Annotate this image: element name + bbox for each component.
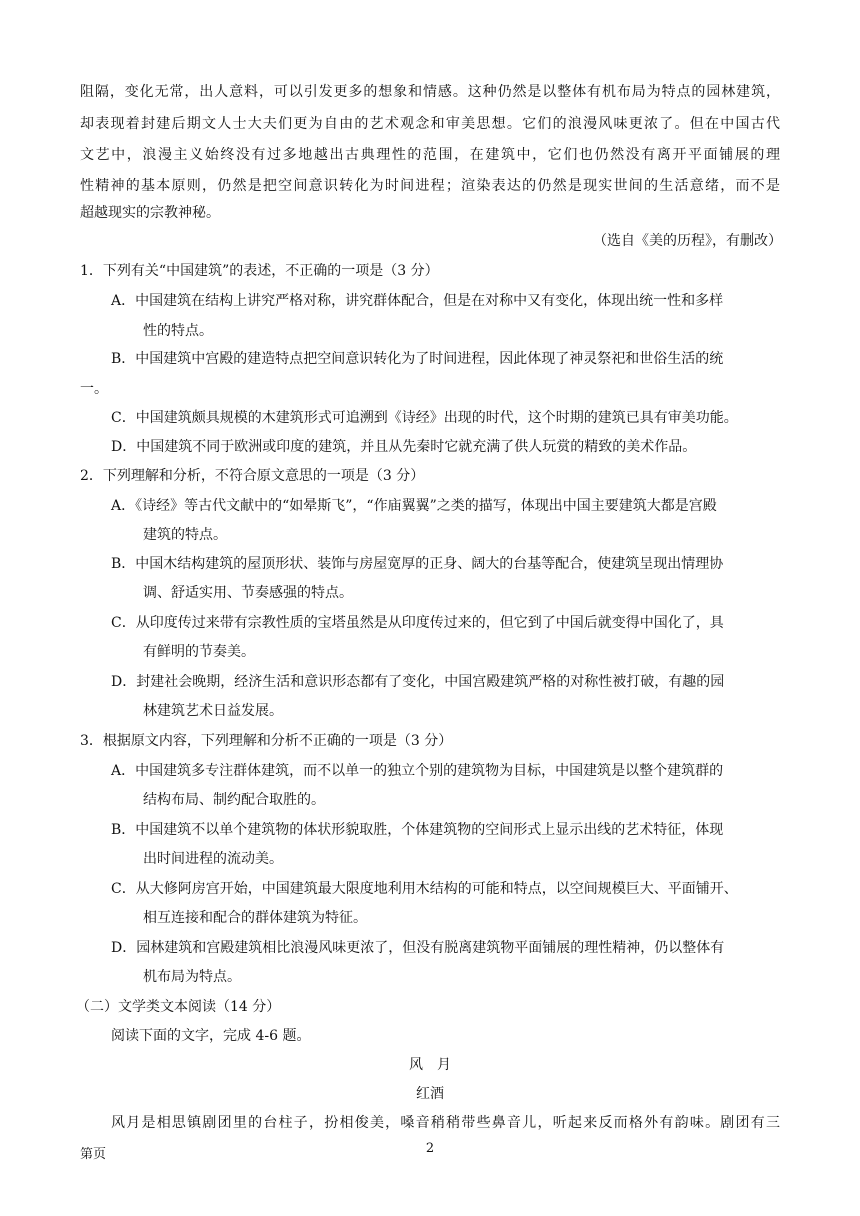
option-line: 性的特点。 bbox=[143, 323, 213, 339]
passage-line: 阻隔，变化无常，出人意料，可以引发更多的想象和情感。这种仍然是以整体有机布局为特点的园林建筑， bbox=[80, 84, 780, 100]
option-line: B．中国建筑中宫殿的建造特点把空间意识转化为了时间进程，因此体现了神灵祭祀和世俗生活的统 bbox=[111, 351, 724, 367]
passage-source: （选自《美的历程》，有删改） bbox=[593, 233, 782, 249]
option-line: 出时间进程的流动美。 bbox=[143, 851, 283, 867]
option-line: 有鲜明的节奏美。 bbox=[143, 644, 255, 660]
question-stem: 1．下列有关“中国建筑”的表述，不正确的一项是（3 分） bbox=[80, 263, 439, 279]
option-line: C．从大修阿房宫开始，中国建筑最大限度地利用木结构的可能和特点，以空间规模巨大、平面铺开、 bbox=[111, 881, 738, 897]
question-stem: 3．根据原文内容，下列理解和分析不正确的一项是（3 分） bbox=[80, 733, 453, 749]
passage-line: 超越现实的宗教神秘。 bbox=[80, 205, 220, 221]
option-line: 结构布局、制约配合取胜的。 bbox=[143, 792, 325, 808]
option-line: 相互连接和配合的群体建筑为特征。 bbox=[143, 910, 367, 926]
section-instruction: 阅读下面的文字，完成 4-6 题。 bbox=[111, 1028, 311, 1044]
footer-page-number: 2 bbox=[425, 1141, 435, 1156]
story-title: 风 月 bbox=[409, 1057, 451, 1073]
option-line: A．中国建筑在结构上讲究严格对称，讲究群体配合，但是在对称中又有变化，体现出统一性和多样 bbox=[111, 293, 724, 309]
option-line: C．从印度传过来带有宗教性质的宝塔虽然是从印度传过来的，但它到了中国后就变得中国化了，具 bbox=[111, 615, 724, 631]
option-line: B．中国建筑不以单个建筑物的体状形貌取胜，个体建筑物的空间形式上显示出线的艺术特征，体现 bbox=[111, 822, 724, 838]
passage-line: 文艺中，浪漫主义始终没有过多地越出古典理性的范围，在建筑中，它们也仍然没有离开平面铺展的理 bbox=[80, 147, 780, 163]
story-author: 红酒 bbox=[416, 1086, 444, 1102]
option-line: A．《诗经》等古代文献中的“如晕斯飞”，“作庙翼翼”之类的描写，体现出中国主要建筑大都是宫殿 bbox=[111, 498, 717, 514]
option-line: 一。 bbox=[80, 381, 108, 397]
option-line: D．园林建筑和宫殿建筑相比浪漫风味更浓了，但没有脱离建筑物平面铺展的理性精神，仍以整体有 bbox=[111, 940, 725, 956]
option-line: D．封建社会晚期，经济生活和意识形态都有了变化，中国宫殿建筑严格的对称性被打破，有趣的园 bbox=[111, 674, 725, 690]
option-line: A．中国建筑多专注群体建筑，而不以单一的独立个别的建筑物为目标，中国建筑是以整个建筑群的 bbox=[111, 763, 724, 779]
option-line: 建筑的特点。 bbox=[143, 527, 227, 543]
option-line: B．中国木结构建筑的屋顶形状、装饰与房屋宽厚的正身、阔大的台基等配合，使建筑呈现出情理协 bbox=[111, 556, 724, 572]
footer-page-label: 第页 bbox=[80, 1147, 107, 1162]
section-heading: （二）文学类文本阅读（14 分） bbox=[76, 999, 281, 1015]
story-first-line: 风月是相思镇剧团里的台柱子，扮相俊美，嗓音稍稍带些鼻音儿，听起来反而格外有韵味。剧团有三 bbox=[111, 1115, 780, 1131]
option-line: D．中国建筑不同于欧洲或印度的建筑，并且从先秦时它就充满了供人玩赏的精致的美术作品。 bbox=[111, 439, 697, 455]
passage-line: 却表现着封建后期文人士大夫们更为自由的艺术观念和审美思想。它们的浪漫风味更浓了。但在中国古代 bbox=[80, 116, 780, 132]
option-line: C．中国建筑颇具规模的木建筑形式可追溯到《诗经》出现的时代，这个时期的建筑已具有审美功能。 bbox=[111, 410, 738, 426]
question-stem: 2．下列理解和分析，不符合原文意思的一项是（3 分） bbox=[80, 468, 425, 484]
passage-line: 性精神的基本原则，仍然是把空间意识转化为时间进程；渲染表达的仍然是现实世间的生活意绪，而不是 bbox=[80, 178, 780, 194]
option-line: 林建筑艺术日益发展。 bbox=[143, 703, 283, 719]
option-line: 调、舒适实用、节奏感强的特点。 bbox=[143, 585, 353, 601]
option-line: 机布局为特点。 bbox=[143, 969, 241, 985]
